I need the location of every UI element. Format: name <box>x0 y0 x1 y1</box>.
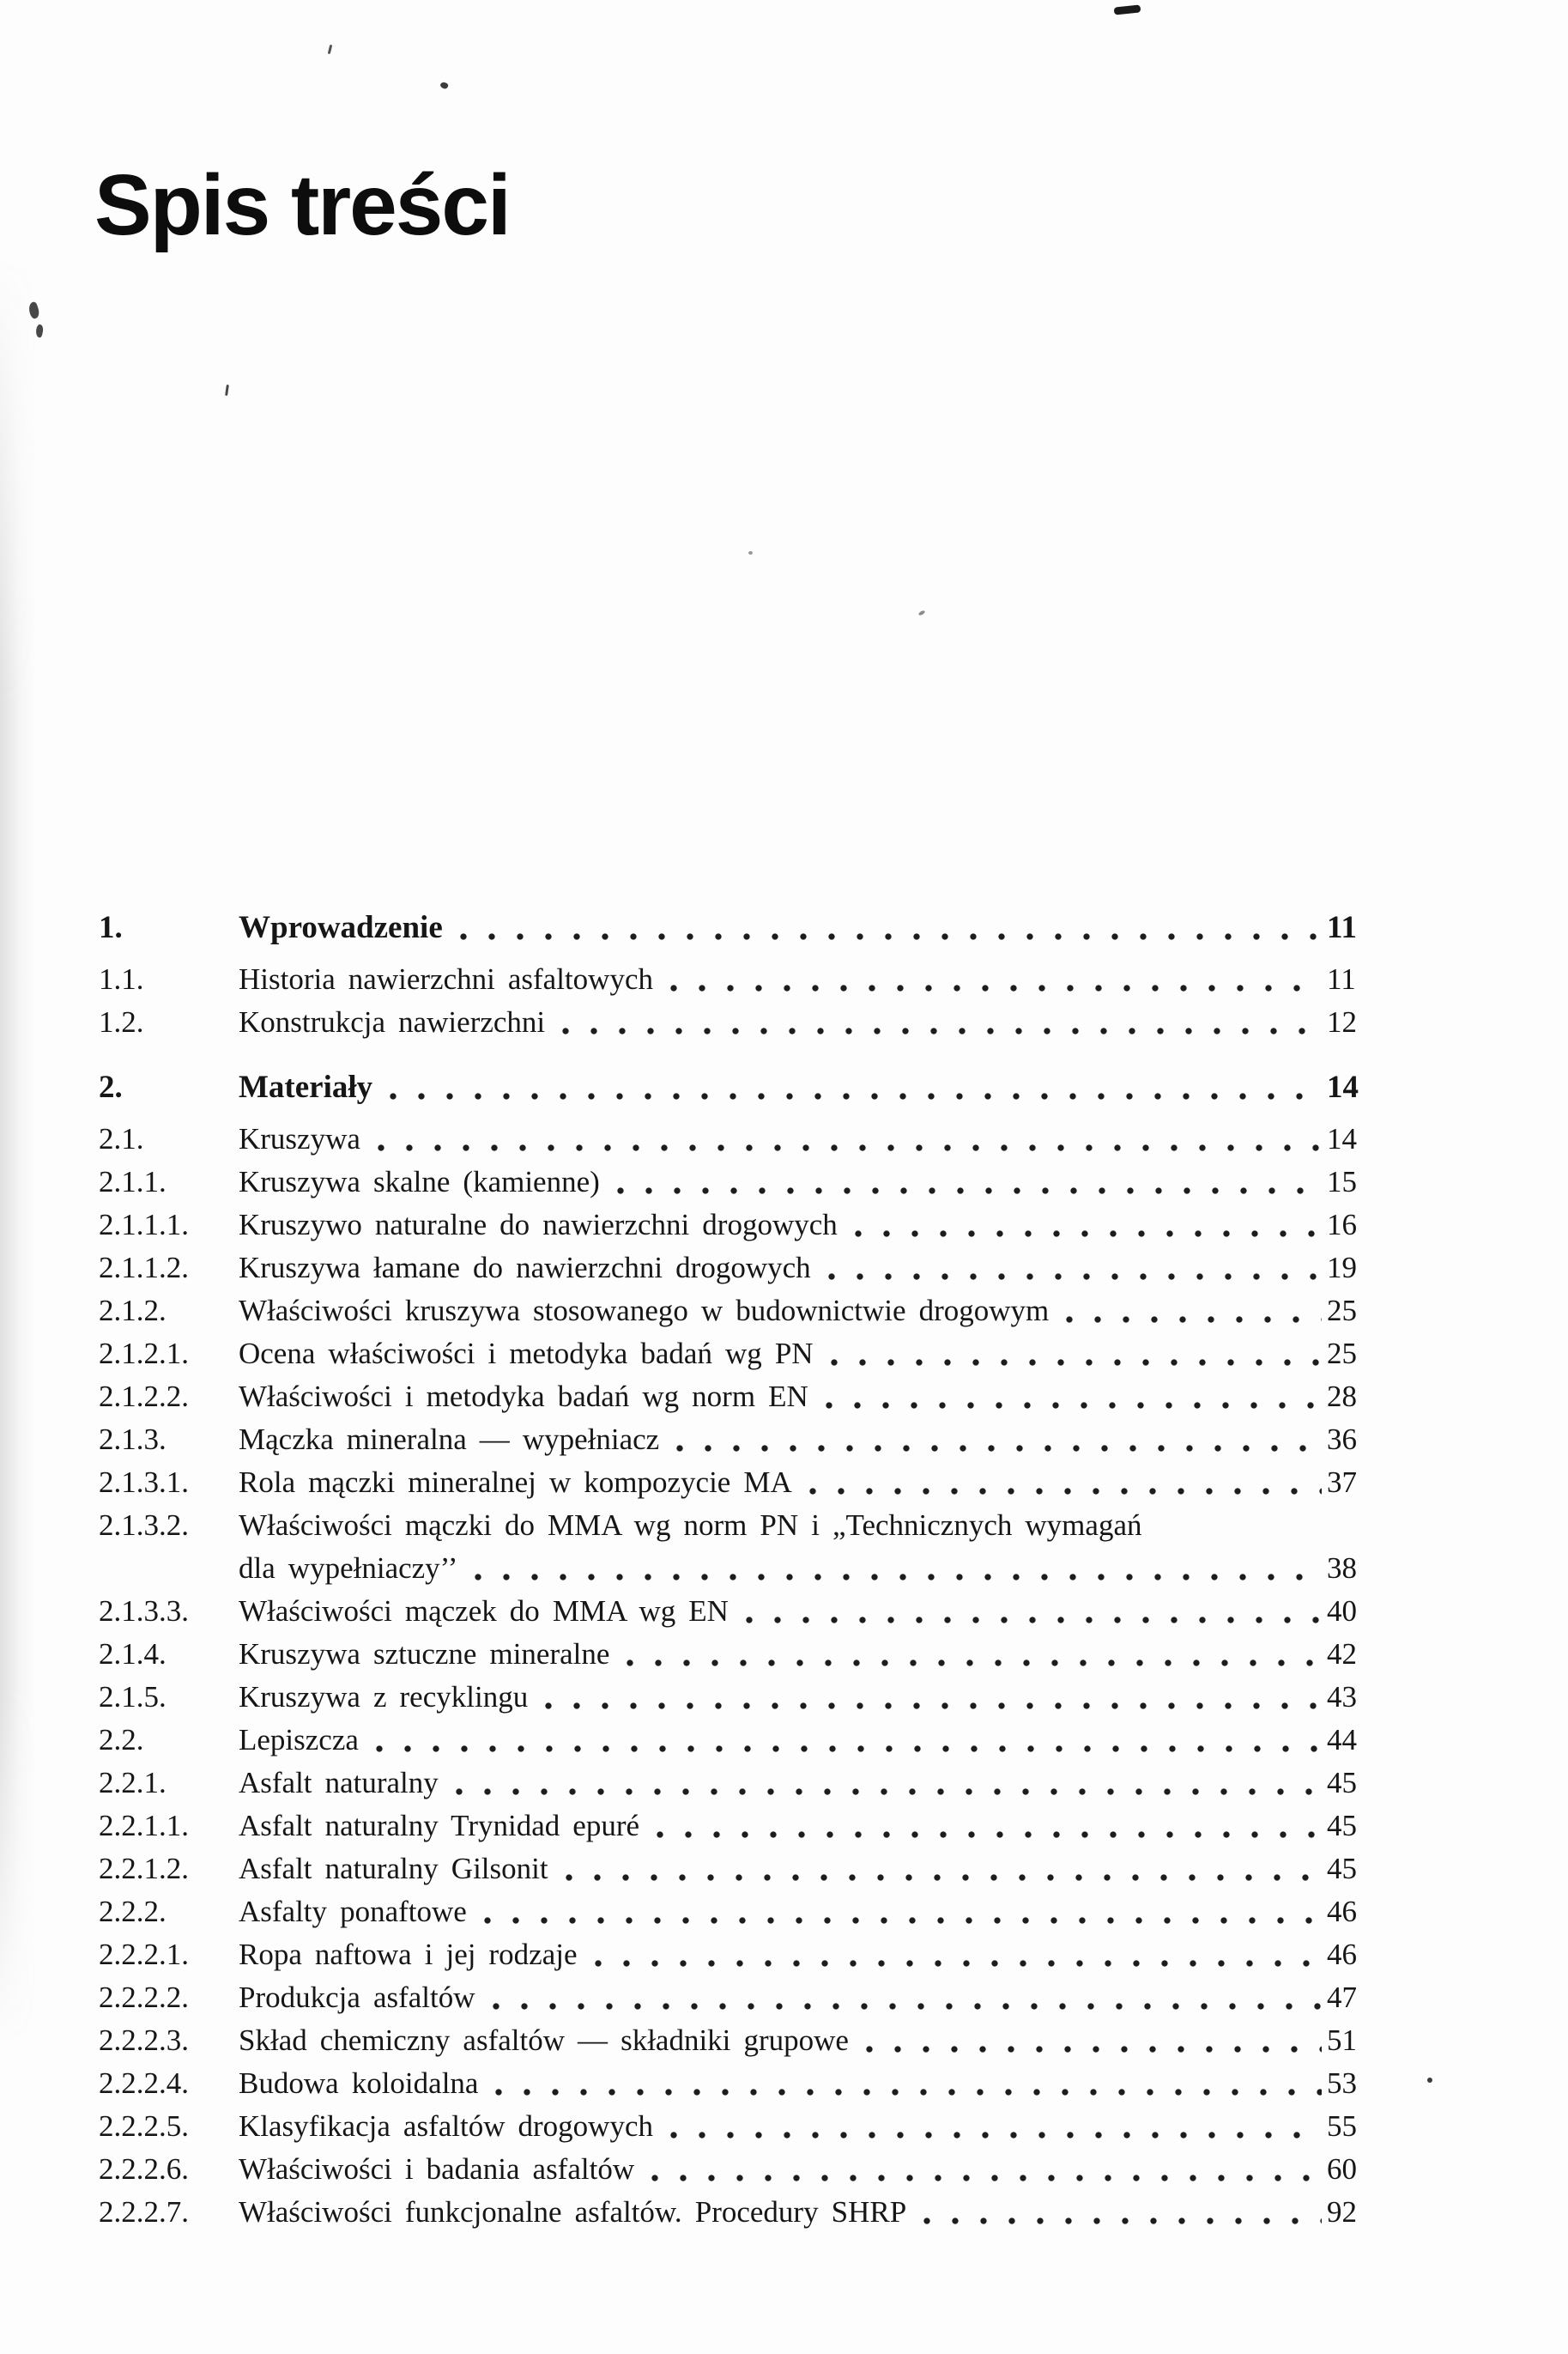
toc-entry-number: 2.2.1.2. <box>99 1852 189 1885</box>
toc-entry <box>99 1590 1383 1633</box>
toc-entry-page: 45 <box>1327 1766 1357 1799</box>
toc-entry-title: Kruszywa skalne (kamienne) <box>239 1165 600 1198</box>
toc-entry-page: 38 <box>1327 1551 1357 1585</box>
scan-artifact-speck <box>439 81 449 89</box>
toc-entry-title: Właściwości funkcjonalne asfaltów. Procedury SHRP <box>239 2195 907 2229</box>
toc-entry-number: 2.2.1.1. <box>99 1809 189 1842</box>
toc-entry-number: 2. <box>99 1070 123 1105</box>
toc-entry-title: Rola mączki mineralnej w kompozycie MA <box>239 1465 792 1499</box>
toc-entry-page: 45 <box>1327 1852 1357 1885</box>
scan-artifact-dash <box>1114 4 1141 15</box>
toc-entry-page: 25 <box>1327 1337 1357 1370</box>
toc-entry-page: 37 <box>1327 1465 1357 1499</box>
scan-artifact-squiggle <box>35 324 45 337</box>
toc-dot-leader <box>495 2086 1322 2098</box>
toc-entry-title: Asfalt naturalny Gilsonit <box>239 1852 548 1885</box>
toc-entry <box>99 2019 1383 2062</box>
toc-entry-number: 2.2.2.5. <box>99 2109 189 2143</box>
toc-dot-leader <box>1066 1314 1322 1326</box>
scan-artifact-tick <box>328 45 333 54</box>
toc-entry <box>99 1332 1383 1375</box>
toc-entry-page: 42 <box>1327 1637 1357 1671</box>
toc-entry-page: 46 <box>1327 1938 1357 1971</box>
toc-dot-leader <box>855 1228 1322 1240</box>
toc-entry-title: Budowa koloidalna <box>239 2066 479 2100</box>
toc-entry-page: 28 <box>1327 1380 1357 1413</box>
toc-entry-title: Kruszywa sztuczne mineralne <box>239 1637 610 1671</box>
toc-entry <box>99 1204 1383 1247</box>
toc-entry-number: 2.2.2. <box>99 1895 166 1928</box>
toc-entry-title: Kruszywa z recyklingu <box>239 1680 529 1714</box>
toc-entry-number: 2.2.2.4. <box>99 2066 189 2100</box>
toc-entry-title: Właściwości i badania asfaltów <box>239 2152 635 2186</box>
toc-entry-title: Właściwości i metodyka badań wg norm EN <box>239 1380 808 1413</box>
toc-entry-page: 16 <box>1327 1208 1357 1241</box>
toc-dot-leader <box>657 1829 1322 1841</box>
toc-entry-title: Wprowadzenie <box>239 910 443 945</box>
toc-entry <box>99 1933 1383 1976</box>
toc-entry-number: 2.1.1.1. <box>99 1208 189 1241</box>
toc-entry <box>99 958 1383 1001</box>
toc-entry <box>99 2148 1383 2191</box>
toc-entry-page: 53 <box>1327 2066 1357 2100</box>
toc-entry-page: 43 <box>1327 1680 1357 1714</box>
toc-entry-title: Właściwości kruszywa stosowanego w budownictwie drogowym <box>239 1294 1050 1327</box>
toc-entry-title: Ocena właściwości i metodyka badań wg PN <box>239 1337 814 1370</box>
toc-entry-page: 40 <box>1327 1594 1357 1628</box>
toc-entry-page: 36 <box>1327 1423 1357 1456</box>
toc-entry-page: 92 <box>1327 2195 1357 2229</box>
toc-entry <box>99 907 1383 949</box>
toc-entry <box>99 2191 1383 2234</box>
toc-entry <box>99 1375 1383 1418</box>
toc-entry-page: 11 <box>1327 910 1357 945</box>
toc-dot-leader <box>651 2172 1322 2184</box>
toc-entry-page: 11 <box>1327 962 1356 996</box>
toc-entry-page: 47 <box>1327 1981 1357 2014</box>
toc-entry <box>99 1118 1383 1161</box>
toc-entry-number: 1.2. <box>99 1005 144 1039</box>
toc-entry-page: 15 <box>1327 1165 1357 1198</box>
toc-entry-number <box>99 1547 239 1590</box>
toc-entry-number: 2.2.1. <box>99 1766 166 1799</box>
scan-artifact-dot <box>1427 2078 1432 2083</box>
toc-dot-leader <box>378 1142 1322 1154</box>
toc-entry-title: Lepiszcza <box>239 1723 359 1756</box>
toc-entry-title: Asfalty ponaftowe <box>239 1895 467 1928</box>
toc-entry <box>99 1001 1383 1044</box>
toc-entry-title: Asfalt naturalny <box>239 1766 439 1799</box>
toc-entry-title: Kruszywo naturalne do nawierzchni drogowych <box>239 1208 838 1241</box>
toc-entry-number: 2.2.2.2. <box>99 1981 189 2014</box>
toc-entry-page: 45 <box>1327 1809 1357 1842</box>
toc-entry-title: Kruszywa łamane do nawierzchni drogowych <box>239 1251 811 1284</box>
toc-entry-number: 1.1. <box>99 962 144 996</box>
toc-entry <box>99 1633 1383 1676</box>
toc-dot-leader <box>460 931 1322 943</box>
toc-dot-leader <box>545 1700 1322 1712</box>
toc-dot-leader <box>562 1025 1322 1037</box>
scan-artifact-squiggle <box>27 301 40 319</box>
toc-entry <box>99 1847 1383 1890</box>
toc-entry-number: 1. <box>99 910 123 945</box>
scan-artifact-fleck <box>748 551 753 555</box>
toc-entry-page: 19 <box>1327 1251 1357 1284</box>
toc-entry-page: 44 <box>1327 1723 1357 1756</box>
toc-dot-leader <box>676 1442 1322 1454</box>
toc-entry-number: 2.1.3.2. <box>99 1508 189 1542</box>
toc-entry <box>99 1762 1383 1805</box>
toc-dot-leader <box>484 1914 1322 1926</box>
toc-dot-leader <box>670 982 1322 994</box>
toc-entry-number: 2.1.2. <box>99 1294 166 1327</box>
toc-entry-number: 2.1.4. <box>99 1637 166 1671</box>
toc-entry-number: 2.1. <box>99 1122 144 1156</box>
toc-dot-leader <box>826 1399 1322 1411</box>
toc-entry-number: 2.2.2.6. <box>99 2152 189 2186</box>
toc-entry-page: 25 <box>1327 1294 1357 1327</box>
toc-dot-leader <box>493 2000 1322 2012</box>
toc-entry-title: Konstrukcja nawierzchni <box>239 1005 546 1039</box>
toc-entry <box>99 1719 1383 1762</box>
toc-entry <box>99 1504 1383 1547</box>
toc-entry-title: Materiały <box>239 1070 373 1105</box>
toc-entry <box>99 1890 1383 1933</box>
toc-entry-title: Produkcja asfaltów <box>239 1981 475 2014</box>
toc-entry <box>99 1976 1383 2019</box>
toc-dot-leader <box>617 1185 1322 1197</box>
table-of-contents <box>99 907 1383 2234</box>
toc-entry <box>99 1247 1383 1289</box>
toc-entry <box>99 1418 1383 1461</box>
toc-entry <box>99 1676 1383 1719</box>
toc-entry-title: Kruszywa <box>239 1122 360 1156</box>
toc-dot-leader <box>376 1743 1322 1755</box>
toc-dot-leader <box>456 1786 1322 1798</box>
toc-entry-page: 60 <box>1327 2152 1357 2186</box>
toc-dot-leader <box>746 1614 1322 1626</box>
toc-entry-number: 2.1.3. <box>99 1423 166 1456</box>
toc-entry-number: 2.2.2.3. <box>99 2023 189 2057</box>
toc-dot-leader <box>923 2215 1322 2227</box>
toc-entry-title: Mączka mineralna — wypełniacz <box>239 1423 660 1456</box>
toc-dot-leader <box>627 1657 1322 1669</box>
toc-entry <box>99 1066 1383 1109</box>
toc-entry-number: 2.1.2.2. <box>99 1380 189 1413</box>
toc-entry-page: 51 <box>1327 2023 1357 2057</box>
toc-dot-leader <box>828 1271 1322 1283</box>
toc-entry-number: 2.1.2.1. <box>99 1337 189 1370</box>
toc-entry <box>99 1161 1383 1204</box>
toc-entry-number: 2.1.1. <box>99 1165 166 1198</box>
toc-entry-number: 2.2.2.7. <box>99 2195 189 2229</box>
toc-entry-number: 2.1.5. <box>99 1680 166 1714</box>
toc-entry <box>99 1289 1383 1332</box>
toc-entry-title: Ropa naftowa i jej rodzaje <box>239 1938 578 1971</box>
toc-entry-number: 2.1.1.2. <box>99 1251 189 1284</box>
toc-dot-leader <box>809 1485 1322 1497</box>
toc-entry-number: 2.1.3.1. <box>99 1465 189 1499</box>
toc-entry-page: 14 <box>1327 1070 1359 1105</box>
scan-edge-shadow <box>0 258 36 2043</box>
toc-dot-leader <box>475 1571 1322 1583</box>
toc-entry-page: 14 <box>1327 1122 1357 1156</box>
toc-dot-leader <box>670 2129 1322 2141</box>
toc-entry <box>99 2105 1383 2148</box>
toc-entry-page: 46 <box>1327 1895 1357 1928</box>
toc-entry-number: 2.2. <box>99 1723 144 1756</box>
toc-entry-title: Klasyfikacja asfaltów drogowych <box>239 2109 653 2143</box>
toc-entry-page: 12 <box>1327 1005 1357 1039</box>
toc-entry <box>99 1547 1383 1590</box>
page-title: Spis treści <box>94 157 510 253</box>
toc-dot-leader <box>831 1356 1322 1368</box>
toc-entry-title: dla wypełniaczy’’ <box>239 1551 458 1585</box>
toc-dot-leader <box>866 2043 1322 2055</box>
toc-entry-title: Właściwości mączek do MMA wg EN <box>239 1594 729 1628</box>
toc-entry-title: Właściwości mączki do MMA wg norm PN i „Technicznych wymagań <box>239 1508 1142 1542</box>
toc-entry-number: 2.1.3.3. <box>99 1594 189 1628</box>
toc-entry <box>99 1805 1383 1847</box>
toc-dot-leader <box>390 1090 1322 1102</box>
toc-entry <box>99 1461 1383 1504</box>
toc-entry-title: Historia nawierzchni asfaltowych <box>239 962 653 996</box>
toc-entry-title: Skład chemiczny asfaltów — składniki grupowe <box>239 2023 849 2057</box>
toc-entry-title: Asfalt naturalny Trynidad epuré <box>239 1809 640 1842</box>
toc-entry-number: 2.2.2.1. <box>99 1938 189 1971</box>
toc-entry-page: 55 <box>1327 2109 1357 2143</box>
scan-artifact-tick <box>225 385 229 396</box>
scan-artifact-fleck <box>918 610 926 616</box>
toc-entry <box>99 2062 1383 2105</box>
toc-dot-leader <box>566 1872 1322 1884</box>
toc-dot-leader <box>595 1957 1323 1969</box>
